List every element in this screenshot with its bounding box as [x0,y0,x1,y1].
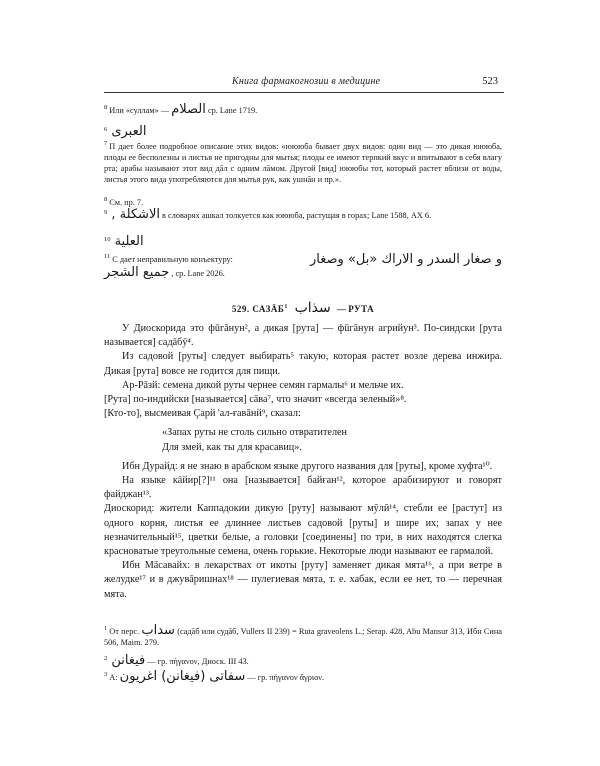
article-heading: 529. САЗĀБ$^1$ سذاب — РУТА [231,300,375,316]
paragraph: На языке кāйир[?]¹¹ она [называется] байған¹², которое арабизируют и говорят файджан¹³. [104,475,502,501]
article-number: 529. [231,304,250,314]
arabic-phrase: سفاتى (فيغانن) اغريون [119,669,246,684]
paragraph: Ибн Дурайд: я не знаю в арабском языке другого названия для [руты], кроме хуфта¹⁰. [122,460,493,472]
paragraph: Ибн Мāсавайх: в лекарствах от икоты [руту] заменяет дикая мята¹⁶, а при ветре в желудке¹⁷ и в джувāришнах¹⁸ — пулегиевая мята, т. е. хабак, если ее нет, то — перечная мята. [104,560,502,600]
page-number: 523 [482,76,498,87]
article-arabic-title: سذاب [294,300,331,316]
arabic-word: العلية [114,234,144,249]
arabic-word: العبرى [111,124,147,139]
paragraph: У Диоскорида это фūгāнун², а дикая [рута] — фūгāнун агрийун³. По-синдски [рута называется] садāбӯ⁴. [104,323,502,349]
arabic-word: فيغانن [111,653,146,668]
paragraph: [Рута] по-индийски [называется] сāва⁷, что значит «всегда зеленый»⁸. [104,394,407,406]
footnote-b3: $^3$ А: سفاتى (فيغانن) اغريون — гр. πήγανον ἄγριον. [104,669,325,684]
paragraph: [Кто-то], высмеивая Çарй 'ал-ғавāнй⁹, сказал: [104,408,301,420]
running-title: Книга фармакогнозии в медицине [232,76,381,87]
paragraph: Диоскорид: жители Каппадокии дикую [руту] называют мӯлӣ¹⁴, стебли ее [растут] из одного корня, листья ее длиннее листьев садовой [руты] и шире их; запах у нее незначительный¹⁵, цветки белые, а головки [соединены] по три, в них находятся слегка красноватые треугольные семена, очень горькие. Некоторые люди называют ее гармалой. [104,503,502,558]
page-header [104,76,504,93]
arabic-phrase: و صغار السدر و الاراك «بل» وصغار [310,252,502,267]
footnote-11: $^{11}$ С дает неправильную конъектуру: و صغار السدر و الاراك «بل» وصغار جميع الشجر , ср. Lane 2026. [104,252,502,280]
verse-line: Для змей, как ты для красавиц». [162,441,302,453]
article-translation: РУТА [348,304,375,314]
footnote-10: $^{10}$ العلية [104,234,144,249]
footnote-6: $^6$ العبرى [104,124,147,139]
article-title: САЗĀБ [252,304,285,314]
footnote-7: $^7$ П дает более подробное описание этих видов: «юююба бывает двух видов: один вид — это дикая юююба, плоды ее бесполезны и листья не пригодны для мытья; плоды ее имеют терпкий вкус и впитывают в себя влагу рта; арабы называют этот вид дāл с одним лāмом. Другой [вид] юююбы тот, который растет вблизи от воды, листья этого вида употребляются для мытья рук, как ушнāн и пр.». [104,140,502,184]
paragraph: Ар-Рāзй: семена дикой руты чернее семян гармалы⁶ и мельче их. [122,379,404,391]
arabic-word: الصلام [171,102,206,117]
arabic-word: الاشكلة , [111,207,160,222]
paragraph: Из садовой [руты] следует выбирать⁵ такую, которая растет возле дерева инжира. Дикая [рута] вовсе не годится для пищи. [104,351,502,377]
verse-line: «Запах руты не столь сильно отвратителен [162,427,347,439]
article-body [104,322,502,602]
footnote-b2: $^2$ فيغانن — гр. πήγανον, Диоск. III 43. [104,653,249,668]
footnote-8b: $^8$ См. пр. 7. [104,196,144,207]
footnote-9: $^9$ الاشكلة , в словарях ашкал толкуется как юююба, растущая в горах; Lane 1588, АХ 6. [104,207,432,222]
footnote-8: $^8$ Или «суллам» — الصلام ср. Lane 1719. [104,102,258,117]
arabic-phrase: جميع الشجر [104,265,170,280]
arabic-word: سداب [141,623,175,638]
footnote-b1: $^1$ От перс. سداب (садāб или судāб, Vullers II 239) = Ruta graveolens L.; Serap. 428, Abu Mansur 313, Ибн Сина 506, Maim. 279. [104,623,502,647]
